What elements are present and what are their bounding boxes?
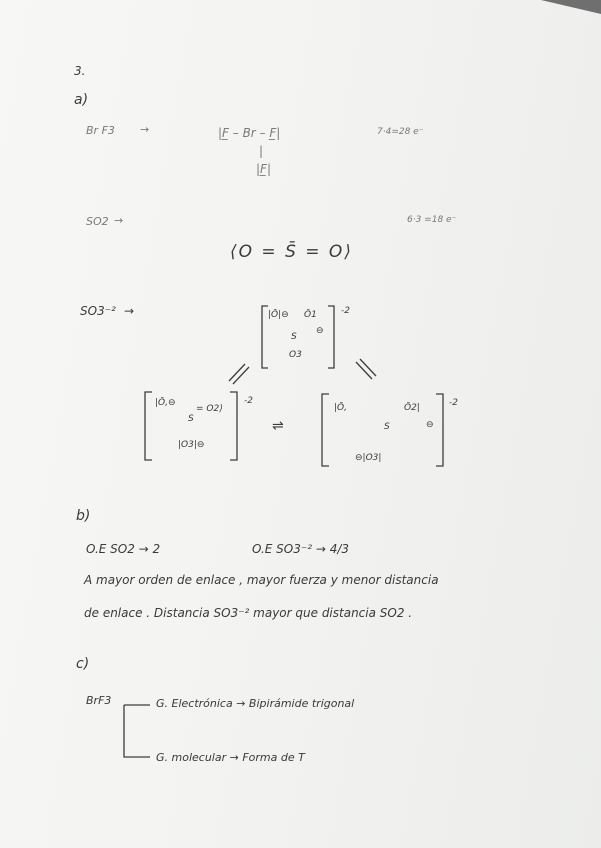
so3-left-charge: -2 [244,396,253,406]
so3-left-s: S [188,414,194,424]
so3-right-charge: -2 [449,398,458,408]
so3-top-o2: Ō1 [304,310,317,320]
bracket-right-right [436,394,443,466]
so3-arrow: → [124,304,135,318]
so3-top-o3: O3 [289,350,302,360]
so3-right-minus: ⊖ [426,420,434,430]
resonance-arrow-ne-2 [233,367,249,384]
part-b-label: b) [76,508,91,524]
so2-electron-count: 6·3 =18 e⁻ [407,215,457,225]
so3-left-o2: = O2⟩ [196,404,223,414]
molecular-geometry: G. molecular → Forma de T [156,751,305,764]
so3-label: SO3⁻² [80,304,116,318]
part-c-brf3-label: BrF3 [86,694,112,707]
resonance-arrow-ne-1 [229,364,245,381]
so2-arrow: → [114,214,124,227]
resonance-arrow-se-1 [356,362,372,379]
branch-connector [124,705,150,757]
part-a-label: a) [74,92,89,108]
brf3-lewis-bottom: |F̲| [256,162,271,176]
bond-order-so3: O.E SO3⁻² → 4/3 [252,542,350,556]
part-b-line-1: A mayor orden de enlace , mayor fuerza y menor distancia [84,573,439,587]
so3-top-charge: -2 [341,306,350,316]
electronic-geometry: G. Electrónica → Bipirámide trigonal [156,697,355,710]
brf3-label: Br F3 [86,124,115,137]
resonance-arrow-se-2 [360,359,376,376]
so3-top-o1: |Ō|⊖ [268,310,289,320]
equilibrium-arrow: ⇌ [272,418,284,434]
bond-order-so2: O.E SO2 → 2 [86,542,161,556]
so3-right-s: S [384,422,390,432]
part-c-label: c) [76,656,90,672]
so3-right-o3: ⊖|O3| [355,453,382,463]
so2-label: SO2 [86,215,109,228]
so3-left-o1: |Ō,⊖ [155,398,176,408]
so3-left-o3: |O3|⊖ [178,440,205,450]
bracket-left-right [230,392,237,460]
so3-top-minus: ⊖ [316,326,324,336]
bracket-top-right [328,306,334,368]
brf3-electron-count: 7·4=28 e⁻ [377,127,424,137]
brf3-lewis-top: |F̲ – Br – F̲| [218,126,281,140]
so2-lewis: ⟨O = S̄ = O⟩ [230,242,353,262]
brf3-arrow: → [140,123,150,136]
part-b-line-2: de enlace . Distancia SO3⁻² mayor que distancia SO2 . [84,606,413,620]
so3-right-o2: Ō2| [404,403,420,413]
so3-right-o1: |Ō, [334,403,347,413]
bracket-left-left [145,392,152,460]
question-number: 3. [74,64,86,78]
bracket-right-left [322,394,329,466]
brf3-bond-down: | [259,144,264,158]
so3-top-s: S [291,332,297,342]
